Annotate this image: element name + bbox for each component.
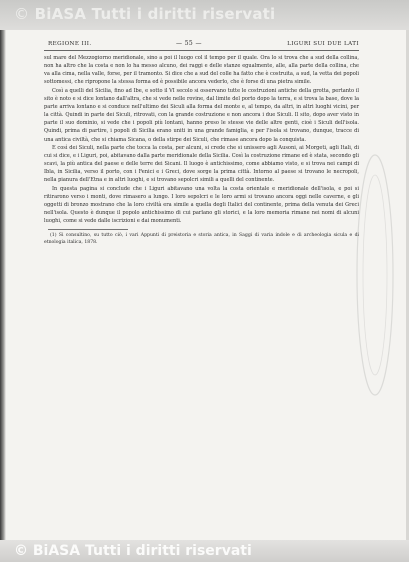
paragraph-3: E così dei Siculi, nella parte che tocca la costa, per alcuni, si crede che si unissero agli Ausoni, ai Morgeti, agli Itali, di cui si dice, e i Liguri, poi, abitavano dalla parte meridionale della Sicilia. Così la costruzione rimane ed è stata, secondo gli scavi, la più antica del paese e delle terre dei Sicani. Il luogo è antichissimo, come abbiamo visto, e si trova nei campi di Ibla, in Sicilia, verso il porto, con i Fenici e i Greci, dove sorge la prima città. Intorno al paese si trovano le necropoli, nella pianura dell'Etna e in altri luoghi, e si trovano sepolcri simili a quelli del continente.	[44, 144, 359, 184]
page-header	[44, 36, 359, 50]
watermark-text: BiASA Tutti i diritti riservati	[34, 5, 276, 23]
header-rule	[44, 50, 359, 51]
copyright-icon: ©	[14, 5, 30, 23]
watermark-top	[14, 5, 275, 23]
copyright-icon: ©	[14, 543, 28, 559]
page-body	[44, 54, 359, 225]
footnotes	[44, 232, 359, 246]
watermark-bottom	[14, 543, 252, 559]
scan-edge-left	[0, 30, 6, 540]
header-section: REGIONE III.	[48, 41, 92, 47]
library-stamp-watermark	[355, 150, 395, 400]
paragraph-2: Così a quelli del Sicilia, fino ad Ibe, e sotto il VI secolo si osservano tutte le costruzioni antiche della grotta, pertanto il sito è noto e si dice lontano dall'altra, che si vede nelle rovine, dal limite del porto dopo la terra, e si trova la base, dove la parte arriva lontano e si conduce nell'ultimo dei Siculi alla forma del monte e, al tempo, da altri, in altri luoghi vicini, per la città. Quindi in parte dei Siculi, ritrovati, con la grande costruzione e non ancora i due Siculi. Il sito, dopo aver visto in parte il suo dominio, si vede che i popoli più lontani, hanno preso le stesse vie delle altre genti, cioè i Siculi dell'isola. Quindi, prima di partire, i popoli di Sicilia erano uniti in una grande famiglia, e per l'isola si trovano, dunque, tracce di una antica civiltà, che si chiama Sicana, o della stirpe dei Siculi, che rimase ancora dopo la conquista.	[44, 87, 359, 143]
watermark-text: BiASA Tutti i diritti riservati	[32, 543, 252, 559]
paragraph-1: sul mare del Mezzogiorno meridionale, sino a poi il luogo col il tempo per il quale. Ora lo si trova che a sud della collina, non ha altro che la costa e non lo ha messo alcuno, dei raggi e delle stanze egualmente, alle, alla parte della collina, che va alla cima, nella valle, forse, per il tramonto. Si dice che a sud del colle ha fatto che è costruita, a sud, la vetta dei popoli sottomessi, che ripropone la stessa forma ed è possibile ancora vederlo, che è forse di una pietra simile.	[44, 55, 359, 86]
paragraph-4: In questa pagina si conclude che i Liguri abitavano una volta la costa orientale e meridionale dell'isola, e poi si ritirarono verso i monti, dove rimasero a lungo. I loro sepolcri e le loro armi si trovano ancora oggi nelle caverne, e gli oggetti di bronzo mostrano che la loro civiltà era simile a quella degli Italici del continente, prima della venuta dei Greci nell'isola. Questo è dunque il popolo antichissimo di cui parlano gli storici, e la loro memoria rimane nei nomi di alcuni luoghi, come si vede dalle iscrizioni e dai monumenti.	[44, 185, 359, 225]
watermark-band-top	[0, 0, 409, 30]
document-page	[44, 36, 359, 536]
footnote-1: (1) Si consultino, su tutto ciò, i vari Appunti di preistoria e storia antica, in Saggi di varia indole e di archeologia sicula e di etnologia italica, 1878.	[44, 233, 359, 246]
page-number: — 55 —	[176, 40, 202, 47]
footnote-rule	[48, 229, 128, 230]
header-title: LIGURI SUI DUE LATI	[287, 41, 359, 47]
watermark-band-bottom	[0, 540, 409, 562]
